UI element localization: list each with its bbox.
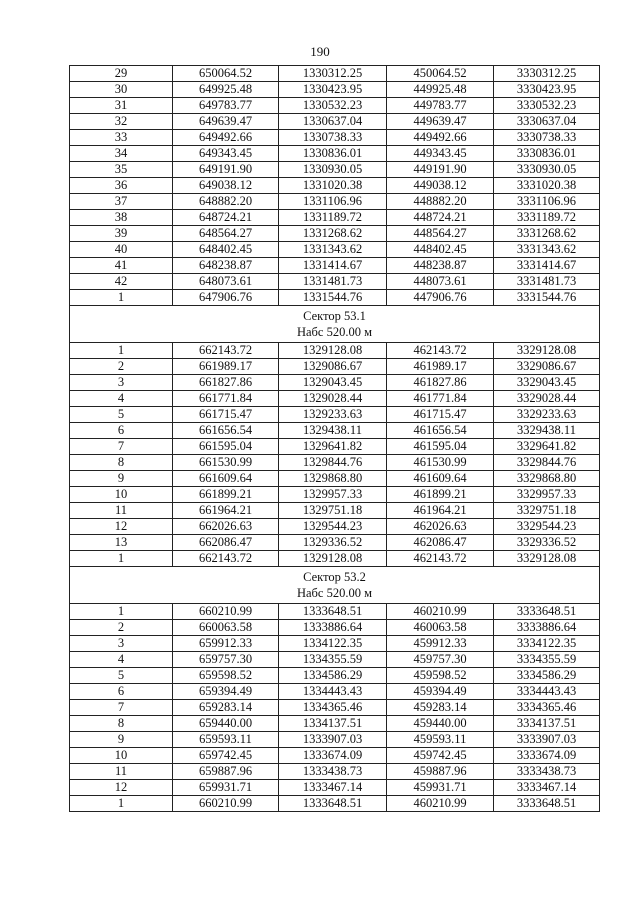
x-coordinate-cell: 659887.96 [173, 764, 279, 780]
table-row [70, 716, 600, 732]
x-msk-coordinate-cell: 448724.21 [387, 210, 494, 226]
y-coordinate-cell: 1334355.59 [279, 652, 387, 668]
table-row [70, 668, 600, 684]
y-coordinate-cell: 1329868.80 [279, 471, 387, 487]
x-msk-coordinate-cell: 459394.49 [387, 684, 494, 700]
y-msk-coordinate-cell: 3334137.51 [494, 716, 600, 732]
x-msk-coordinate-cell: 459598.52 [387, 668, 494, 684]
sector-title: Сектор 53.1 [303, 309, 366, 323]
table-row [70, 66, 600, 82]
table-row [70, 210, 600, 226]
y-coordinate-cell: 1330532.23 [279, 98, 387, 114]
point-number-cell: 35 [70, 162, 173, 178]
sector-height: Набс 520.00 м [296, 325, 373, 339]
y-msk-coordinate-cell: 3334122.35 [494, 636, 600, 652]
y-coordinate-cell: 1329438.11 [279, 423, 387, 439]
y-coordinate-cell: 1331414.67 [279, 258, 387, 274]
point-number-cell: 12 [70, 519, 173, 535]
y-coordinate-cell: 1331343.62 [279, 242, 387, 258]
y-msk-coordinate-cell: 3330532.23 [494, 98, 600, 114]
y-coordinate-cell: 1329128.08 [279, 343, 387, 359]
point-number-cell: 1 [70, 551, 173, 567]
x-msk-coordinate-cell: 461656.54 [387, 423, 494, 439]
x-coordinate-cell: 661530.99 [173, 455, 279, 471]
x-coordinate-cell: 661964.21 [173, 503, 279, 519]
x-msk-coordinate-cell: 462086.47 [387, 535, 494, 551]
y-coordinate-cell: 1331106.96 [279, 194, 387, 210]
point-number-cell: 11 [70, 764, 173, 780]
x-coordinate-cell: 649191.90 [173, 162, 279, 178]
y-coordinate-cell: 1334586.29 [279, 668, 387, 684]
x-msk-coordinate-cell: 461899.21 [387, 487, 494, 503]
y-coordinate-cell: 1334122.35 [279, 636, 387, 652]
table-row [70, 535, 600, 551]
x-msk-coordinate-cell: 461530.99 [387, 455, 494, 471]
table-row [70, 407, 600, 423]
y-coordinate-cell: 1333907.03 [279, 732, 387, 748]
y-coordinate-cell: 1330312.25 [279, 66, 387, 82]
sector-height: Набс 520.00 м [296, 586, 373, 600]
point-number-cell: 34 [70, 146, 173, 162]
table-row [70, 375, 600, 391]
x-coordinate-cell: 648402.45 [173, 242, 279, 258]
y-coordinate-cell: 1333886.64 [279, 620, 387, 636]
y-coordinate-cell: 1329751.18 [279, 503, 387, 519]
point-number-cell: 7 [70, 439, 173, 455]
y-msk-coordinate-cell: 3333907.03 [494, 732, 600, 748]
y-coordinate-cell: 1329128.08 [279, 551, 387, 567]
table-row [70, 471, 600, 487]
x-msk-coordinate-cell: 461595.04 [387, 439, 494, 455]
x-msk-coordinate-cell: 448073.61 [387, 274, 494, 290]
y-coordinate-cell: 1330423.95 [279, 82, 387, 98]
y-msk-coordinate-cell: 3330637.04 [494, 114, 600, 130]
x-msk-coordinate-cell: 447906.76 [387, 290, 494, 306]
x-coordinate-cell: 649038.12 [173, 178, 279, 194]
table-row [70, 684, 600, 700]
x-msk-coordinate-cell: 461964.21 [387, 503, 494, 519]
sector-header-cell [70, 567, 600, 604]
x-msk-coordinate-cell: 459931.71 [387, 780, 494, 796]
x-msk-coordinate-cell: 448882.20 [387, 194, 494, 210]
y-msk-coordinate-cell: 3333438.73 [494, 764, 600, 780]
x-msk-coordinate-cell: 459887.96 [387, 764, 494, 780]
x-coordinate-cell: 649783.77 [173, 98, 279, 114]
x-coordinate-cell: 660210.99 [173, 796, 279, 812]
y-msk-coordinate-cell: 3329043.45 [494, 375, 600, 391]
y-msk-coordinate-cell: 3331020.38 [494, 178, 600, 194]
point-number-cell: 30 [70, 82, 173, 98]
y-msk-coordinate-cell: 3333648.51 [494, 796, 600, 812]
point-number-cell: 12 [70, 780, 173, 796]
x-msk-coordinate-cell: 462026.63 [387, 519, 494, 535]
y-msk-coordinate-cell: 3329086.67 [494, 359, 600, 375]
y-coordinate-cell: 1333438.73 [279, 764, 387, 780]
table-row [70, 258, 600, 274]
point-number-cell: 3 [70, 636, 173, 652]
coordinates-table [69, 65, 600, 812]
y-msk-coordinate-cell: 3329028.44 [494, 391, 600, 407]
point-number-cell: 11 [70, 503, 173, 519]
y-msk-coordinate-cell: 3331268.62 [494, 226, 600, 242]
x-coordinate-cell: 661827.86 [173, 375, 279, 391]
y-msk-coordinate-cell: 3329957.33 [494, 487, 600, 503]
table-row [70, 732, 600, 748]
x-coordinate-cell: 659757.30 [173, 652, 279, 668]
point-number-cell: 6 [70, 684, 173, 700]
x-msk-coordinate-cell: 461715.47 [387, 407, 494, 423]
x-coordinate-cell: 659593.11 [173, 732, 279, 748]
y-msk-coordinate-cell: 3329868.80 [494, 471, 600, 487]
x-coordinate-cell: 661595.04 [173, 439, 279, 455]
y-coordinate-cell: 1331189.72 [279, 210, 387, 226]
x-coordinate-cell: 650064.52 [173, 66, 279, 82]
x-msk-coordinate-cell: 459757.30 [387, 652, 494, 668]
x-msk-coordinate-cell: 449038.12 [387, 178, 494, 194]
point-number-cell: 33 [70, 130, 173, 146]
y-msk-coordinate-cell: 3331106.96 [494, 194, 600, 210]
x-coordinate-cell: 661989.17 [173, 359, 279, 375]
x-msk-coordinate-cell: 461827.86 [387, 375, 494, 391]
x-coordinate-cell: 659931.71 [173, 780, 279, 796]
y-msk-coordinate-cell: 3330836.01 [494, 146, 600, 162]
y-msk-coordinate-cell: 3331343.62 [494, 242, 600, 258]
table-row [70, 98, 600, 114]
y-coordinate-cell: 1329336.52 [279, 535, 387, 551]
y-msk-coordinate-cell: 3331414.67 [494, 258, 600, 274]
y-msk-coordinate-cell: 3331481.73 [494, 274, 600, 290]
table-row [70, 194, 600, 210]
x-msk-coordinate-cell: 450064.52 [387, 66, 494, 82]
table-row [70, 796, 600, 812]
point-number-cell: 29 [70, 66, 173, 82]
point-number-cell: 3 [70, 375, 173, 391]
table-row [70, 242, 600, 258]
x-coordinate-cell: 660063.58 [173, 620, 279, 636]
point-number-cell: 8 [70, 716, 173, 732]
table-row [70, 748, 600, 764]
point-number-cell: 4 [70, 391, 173, 407]
point-number-cell: 6 [70, 423, 173, 439]
x-msk-coordinate-cell: 448402.45 [387, 242, 494, 258]
point-number-cell: 13 [70, 535, 173, 551]
table-row [70, 455, 600, 471]
x-coordinate-cell: 648238.87 [173, 258, 279, 274]
point-number-cell: 38 [70, 210, 173, 226]
y-coordinate-cell: 1331481.73 [279, 274, 387, 290]
table-row [70, 391, 600, 407]
x-coordinate-cell: 647906.76 [173, 290, 279, 306]
table-row [70, 604, 600, 620]
x-msk-coordinate-cell: 459440.00 [387, 716, 494, 732]
table-row [70, 487, 600, 503]
x-coordinate-cell: 659598.52 [173, 668, 279, 684]
y-coordinate-cell: 1330637.04 [279, 114, 387, 130]
y-msk-coordinate-cell: 3329641.82 [494, 439, 600, 455]
x-msk-coordinate-cell: 460063.58 [387, 620, 494, 636]
y-msk-coordinate-cell: 3329544.23 [494, 519, 600, 535]
point-number-cell: 5 [70, 668, 173, 684]
x-coordinate-cell: 649492.66 [173, 130, 279, 146]
table-row [70, 764, 600, 780]
y-coordinate-cell: 1329844.76 [279, 455, 387, 471]
table-row [70, 503, 600, 519]
x-msk-coordinate-cell: 449492.66 [387, 130, 494, 146]
point-number-cell: 32 [70, 114, 173, 130]
y-msk-coordinate-cell: 3329128.08 [494, 551, 600, 567]
table-row [70, 274, 600, 290]
y-msk-coordinate-cell: 3333674.09 [494, 748, 600, 764]
point-number-cell: 1 [70, 290, 173, 306]
y-coordinate-cell: 1329043.45 [279, 375, 387, 391]
y-coordinate-cell: 1333674.09 [279, 748, 387, 764]
table-row [70, 551, 600, 567]
point-number-cell: 41 [70, 258, 173, 274]
x-msk-coordinate-cell: 459283.14 [387, 700, 494, 716]
x-msk-coordinate-cell: 449925.48 [387, 82, 494, 98]
point-number-cell: 1 [70, 343, 173, 359]
x-msk-coordinate-cell: 459912.33 [387, 636, 494, 652]
y-msk-coordinate-cell: 3329128.08 [494, 343, 600, 359]
x-msk-coordinate-cell: 459593.11 [387, 732, 494, 748]
y-msk-coordinate-cell: 3329751.18 [494, 503, 600, 519]
point-number-cell: 9 [70, 471, 173, 487]
y-coordinate-cell: 1329957.33 [279, 487, 387, 503]
x-msk-coordinate-cell: 449783.77 [387, 98, 494, 114]
table-row [70, 146, 600, 162]
x-msk-coordinate-cell: 449343.45 [387, 146, 494, 162]
x-msk-coordinate-cell: 462143.72 [387, 551, 494, 567]
table-row [70, 620, 600, 636]
x-msk-coordinate-cell: 448238.87 [387, 258, 494, 274]
coordinates-table-body [70, 66, 600, 812]
y-coordinate-cell: 1331020.38 [279, 178, 387, 194]
x-msk-coordinate-cell: 461989.17 [387, 359, 494, 375]
point-number-cell: 2 [70, 620, 173, 636]
y-coordinate-cell: 1334137.51 [279, 716, 387, 732]
y-coordinate-cell: 1329544.23 [279, 519, 387, 535]
table-row [70, 343, 600, 359]
y-msk-coordinate-cell: 3331544.76 [494, 290, 600, 306]
y-msk-coordinate-cell: 3334586.29 [494, 668, 600, 684]
sector-header-row [70, 306, 600, 343]
page-number: 190 [310, 44, 330, 59]
y-coordinate-cell: 1330738.33 [279, 130, 387, 146]
table-row [70, 82, 600, 98]
table-row [70, 652, 600, 668]
point-number-cell: 4 [70, 652, 173, 668]
point-number-cell: 40 [70, 242, 173, 258]
y-msk-coordinate-cell: 3330312.25 [494, 66, 600, 82]
x-msk-coordinate-cell: 461771.84 [387, 391, 494, 407]
y-msk-coordinate-cell: 3329438.11 [494, 423, 600, 439]
x-coordinate-cell: 661771.84 [173, 391, 279, 407]
x-msk-coordinate-cell: 460210.99 [387, 796, 494, 812]
point-number-cell: 10 [70, 748, 173, 764]
y-msk-coordinate-cell: 3329233.63 [494, 407, 600, 423]
y-coordinate-cell: 1333648.51 [279, 796, 387, 812]
point-number-cell: 5 [70, 407, 173, 423]
x-coordinate-cell: 662026.63 [173, 519, 279, 535]
x-coordinate-cell: 649925.48 [173, 82, 279, 98]
point-number-cell: 39 [70, 226, 173, 242]
x-coordinate-cell: 662143.72 [173, 551, 279, 567]
table-row [70, 700, 600, 716]
x-msk-coordinate-cell: 448564.27 [387, 226, 494, 242]
x-coordinate-cell: 648882.20 [173, 194, 279, 210]
point-number-cell: 2 [70, 359, 173, 375]
sector-title: Сектор 53.2 [303, 570, 366, 584]
y-msk-coordinate-cell: 3333648.51 [494, 604, 600, 620]
y-coordinate-cell: 1333648.51 [279, 604, 387, 620]
y-msk-coordinate-cell: 3329336.52 [494, 535, 600, 551]
x-coordinate-cell: 648564.27 [173, 226, 279, 242]
table-row [70, 423, 600, 439]
x-coordinate-cell: 659394.49 [173, 684, 279, 700]
table-row [70, 114, 600, 130]
x-msk-coordinate-cell: 460210.99 [387, 604, 494, 620]
y-msk-coordinate-cell: 3329844.76 [494, 455, 600, 471]
table-row [70, 780, 600, 796]
table-row [70, 519, 600, 535]
x-coordinate-cell: 661656.54 [173, 423, 279, 439]
table-row [70, 162, 600, 178]
x-coordinate-cell: 661609.64 [173, 471, 279, 487]
x-msk-coordinate-cell: 449191.90 [387, 162, 494, 178]
y-coordinate-cell: 1329086.67 [279, 359, 387, 375]
point-number-cell: 8 [70, 455, 173, 471]
y-coordinate-cell: 1329641.82 [279, 439, 387, 455]
x-msk-coordinate-cell: 461609.64 [387, 471, 494, 487]
point-number-cell: 1 [70, 796, 173, 812]
y-coordinate-cell: 1334443.43 [279, 684, 387, 700]
y-msk-coordinate-cell: 3330423.95 [494, 82, 600, 98]
table-row [70, 359, 600, 375]
y-msk-coordinate-cell: 3334443.43 [494, 684, 600, 700]
x-coordinate-cell: 661715.47 [173, 407, 279, 423]
y-coordinate-cell: 1329233.63 [279, 407, 387, 423]
table-row [70, 178, 600, 194]
table-row [70, 439, 600, 455]
x-coordinate-cell: 659440.00 [173, 716, 279, 732]
y-msk-coordinate-cell: 3330738.33 [494, 130, 600, 146]
y-coordinate-cell: 1334365.46 [279, 700, 387, 716]
point-number-cell: 7 [70, 700, 173, 716]
sector-header-cell [70, 306, 600, 343]
y-msk-coordinate-cell: 3334365.46 [494, 700, 600, 716]
point-number-cell: 36 [70, 178, 173, 194]
x-msk-coordinate-cell: 462143.72 [387, 343, 494, 359]
x-coordinate-cell: 649639.47 [173, 114, 279, 130]
point-number-cell: 1 [70, 604, 173, 620]
y-msk-coordinate-cell: 3330930.05 [494, 162, 600, 178]
point-number-cell: 10 [70, 487, 173, 503]
x-coordinate-cell: 648724.21 [173, 210, 279, 226]
x-msk-coordinate-cell: 459742.45 [387, 748, 494, 764]
y-msk-coordinate-cell: 3333467.14 [494, 780, 600, 796]
y-coordinate-cell: 1330930.05 [279, 162, 387, 178]
table-row [70, 290, 600, 306]
y-coordinate-cell: 1329028.44 [279, 391, 387, 407]
x-coordinate-cell: 661899.21 [173, 487, 279, 503]
x-coordinate-cell: 649343.45 [173, 146, 279, 162]
sector-header-row [70, 567, 600, 604]
x-coordinate-cell: 648073.61 [173, 274, 279, 290]
y-coordinate-cell: 1333467.14 [279, 780, 387, 796]
y-coordinate-cell: 1331544.76 [279, 290, 387, 306]
table-row [70, 226, 600, 242]
y-msk-coordinate-cell: 3331189.72 [494, 210, 600, 226]
x-coordinate-cell: 660210.99 [173, 604, 279, 620]
y-coordinate-cell: 1330836.01 [279, 146, 387, 162]
x-msk-coordinate-cell: 449639.47 [387, 114, 494, 130]
point-number-cell: 9 [70, 732, 173, 748]
table-row [70, 636, 600, 652]
y-msk-coordinate-cell: 3334355.59 [494, 652, 600, 668]
x-coordinate-cell: 662086.47 [173, 535, 279, 551]
x-coordinate-cell: 659912.33 [173, 636, 279, 652]
y-msk-coordinate-cell: 3333886.64 [494, 620, 600, 636]
y-coordinate-cell: 1331268.62 [279, 226, 387, 242]
point-number-cell: 42 [70, 274, 173, 290]
point-number-cell: 31 [70, 98, 173, 114]
point-number-cell: 37 [70, 194, 173, 210]
x-coordinate-cell: 659283.14 [173, 700, 279, 716]
x-coordinate-cell: 662143.72 [173, 343, 279, 359]
table-row [70, 130, 600, 146]
x-coordinate-cell: 659742.45 [173, 748, 279, 764]
